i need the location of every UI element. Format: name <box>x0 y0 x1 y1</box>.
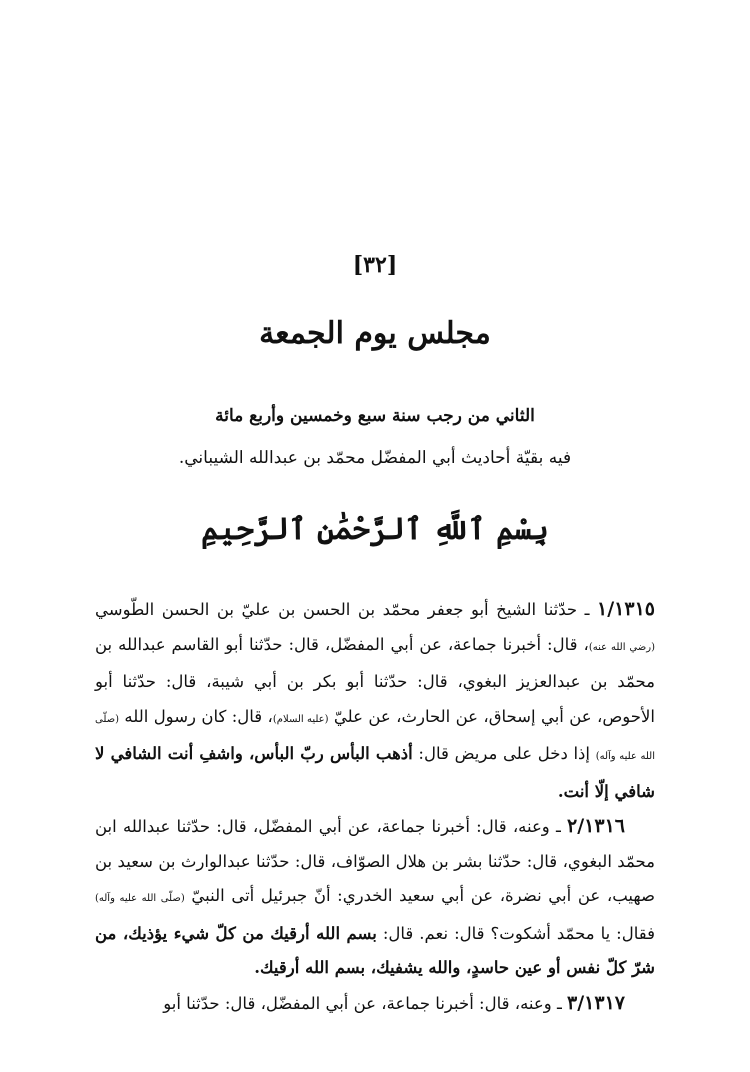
hadith-number: ١/١٣١٥ <box>597 598 655 620</box>
body-text <box>95 592 655 1021</box>
hadith-text: ـ وعنه، قال: أخبرنا جماعة، عن أبي المفضّل، قال: حدّثنا عبدالله ابن محمّد البغوي، قال: حدّثنا بشر بن هلال الصوّاف، قال: حدّثنا عبدالوارث بن سعيد بن صهيب، عن أبي نضرة، عن أبي سعيد الخدري: أنّ جبرئيل أتى النبيّ <box>95 817 655 905</box>
hadith-text: ، قال: أخبرنا جماعة، عن أبي المفضّل، قال: حدّثنا أبو القاسم عبدالله بن محمّد بن عبدالعزيز البغوي، قال: حدّثنا أبو بكر بن أبي شيبة، قال: حدّثنا أبو الأحوص، عن أبي إسحاق، عن الحارث، عن عليّ <box>95 634 655 726</box>
hadith-text: ـ وعنه، قال: أخبرنا جماعة، عن أبي المفضّل، قال: حدّثنا أبو <box>163 993 568 1013</box>
honorific: (رضي الله عنه) <box>588 641 655 653</box>
hadith-paragraph-1 <box>95 592 655 809</box>
chapter-subtitle: فيه بقيّة أحاديث أبي المفضّل محمّد بن عبدالله الشيباني. <box>178 448 572 468</box>
hadith-number: ٢/١٣١٦ <box>567 815 625 837</box>
chapter-number: [٣٢] <box>352 252 398 278</box>
hadith-text: ، قال: كان رسول الله <box>119 706 273 726</box>
hadith-text: فقال: يا محمّد أشكوت؟ قال: نعم. قال: <box>376 923 655 943</box>
hadith-text: ـ حدّثنا الشيخ أبو جعفر محمّد بن الحسن بن عليّ بن الحسن الطّوسي <box>95 600 598 619</box>
hadith-number: ٣/١٣١٧ <box>567 991 625 1014</box>
chapter-date: الثاني من رجب سنة سبع وخمسين وأربع مائة <box>215 406 535 426</box>
hadith-paragraph-3 <box>95 986 655 1022</box>
chapter-title: مجلس يوم الجمعة <box>259 316 491 351</box>
basmala: بِسْمِ ٱللَّهِ ٱلرَّحْمَٰنِ ٱلرَّحِيمِ <box>201 512 549 547</box>
hadith-paragraph-2 <box>95 809 655 986</box>
honorific: (صلّى الله عليه وآله) <box>95 713 655 762</box>
honorific: (صلّى الله عليه وآله) <box>95 893 185 904</box>
honorific: (عليه السلام) <box>272 713 329 725</box>
hadith-quote: أذهب البأس ربّ البأس، واشفِ أنت الشافي لا شافي إلّا أنت. <box>95 744 655 801</box>
hadith-quote: بسم الله أرقيك من كلّ شيء يؤذيك، من شرّ كلّ نفس أو عين حاسدٍ، والله يشفيك، بسم الله أرقيك. <box>95 923 655 977</box>
hadith-text: إذا دخل على مريض قال: <box>412 744 596 763</box>
